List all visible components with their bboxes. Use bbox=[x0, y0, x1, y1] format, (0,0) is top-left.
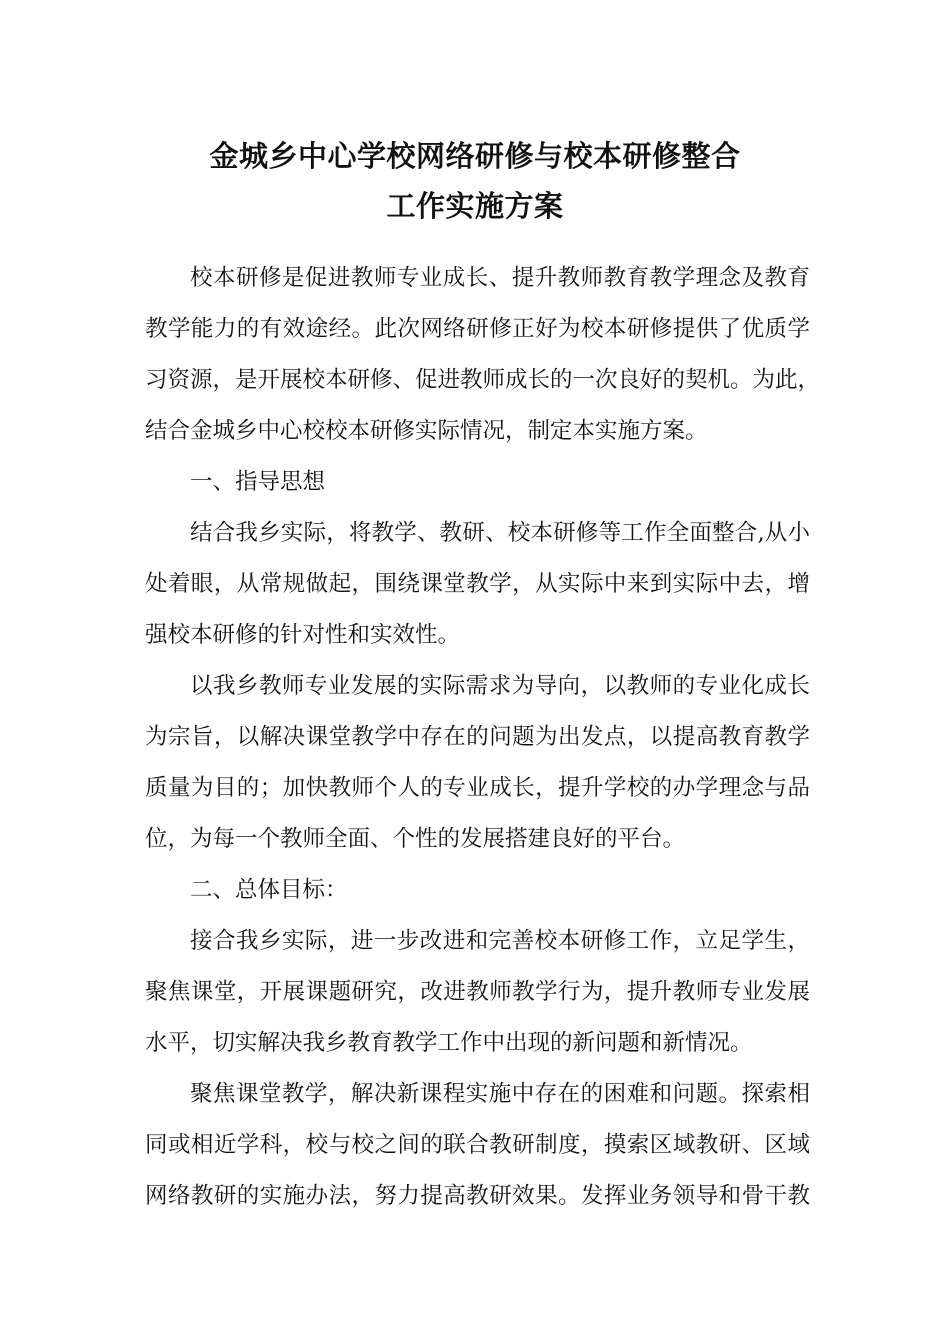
document-title-line-1: 金城乡中心学校网络研修与校本研修整合 bbox=[209, 139, 741, 173]
paragraph-line: 聚焦课堂，开展课题研究，改进教师教学行为，提升教师专业发展 bbox=[145, 979, 810, 1005]
paragraph-line: 位，为每一个教师全面、个性的发展搭建良好的平台。 bbox=[145, 826, 686, 852]
paragraph-line: 教学能力的有效途经。此次网络研修正好为校本研修提供了优质学 bbox=[145, 316, 810, 342]
paragraph-line: 水平，切实解决我乡教育教学工作中出现的新问题和新情况。 bbox=[145, 1030, 753, 1056]
document-title-line-2: 工作实施方案 bbox=[386, 189, 564, 223]
paragraph-line: 强校本研修的针对性和实效性。 bbox=[145, 622, 461, 648]
paragraph-line: 同或相近学科，校与校之间的联合教研制度，摸索区域教研、区域 bbox=[145, 1132, 810, 1158]
section-heading: 一、指导思想 bbox=[190, 469, 326, 495]
section-heading: 二、总体目标： bbox=[190, 877, 348, 903]
paragraph-line: 聚焦课堂教学，解决新课程实施中存在的困难和问题。探索相 bbox=[190, 1081, 810, 1107]
document-body bbox=[145, 253, 821, 1222]
paragraph-line: 习资源，是开展校本研修、促进教师成长的一次良好的契机。为此， bbox=[145, 367, 821, 393]
paragraph-line: 接合我乡实际，进一步改进和完善校本研修工作，立足学生， bbox=[190, 928, 810, 954]
paragraph-line: 处着眼，从常规做起，围绕课堂教学，从实际中来到实际中去，增 bbox=[145, 571, 810, 597]
paragraph-line: 网络教研的实施办法，努力提高教研效果。发挥业务领导和骨干教 bbox=[145, 1183, 810, 1209]
paragraph-line: 结合我乡实际，将教学、教研、校本研修等工作全面整合,从小 bbox=[190, 520, 810, 546]
paragraph-line: 以我乡教师专业发展的实际需求为导向，以教师的专业化成长 bbox=[190, 673, 810, 699]
paragraph-line: 为宗旨，以解决课堂教学中存在的问题为出发点，以提高教育教学 bbox=[145, 724, 810, 750]
paragraph-line: 校本研修是促进教师专业成长、提升教师教育教学理念及教育 bbox=[190, 265, 810, 291]
paragraph-line: 质量为目的；加快教师个人的专业成长，提升学校的办学理念与品 bbox=[145, 775, 810, 801]
paragraph-line: 结合金城乡中心校校本研修实际情况，制定本实施方案。 bbox=[145, 418, 708, 444]
